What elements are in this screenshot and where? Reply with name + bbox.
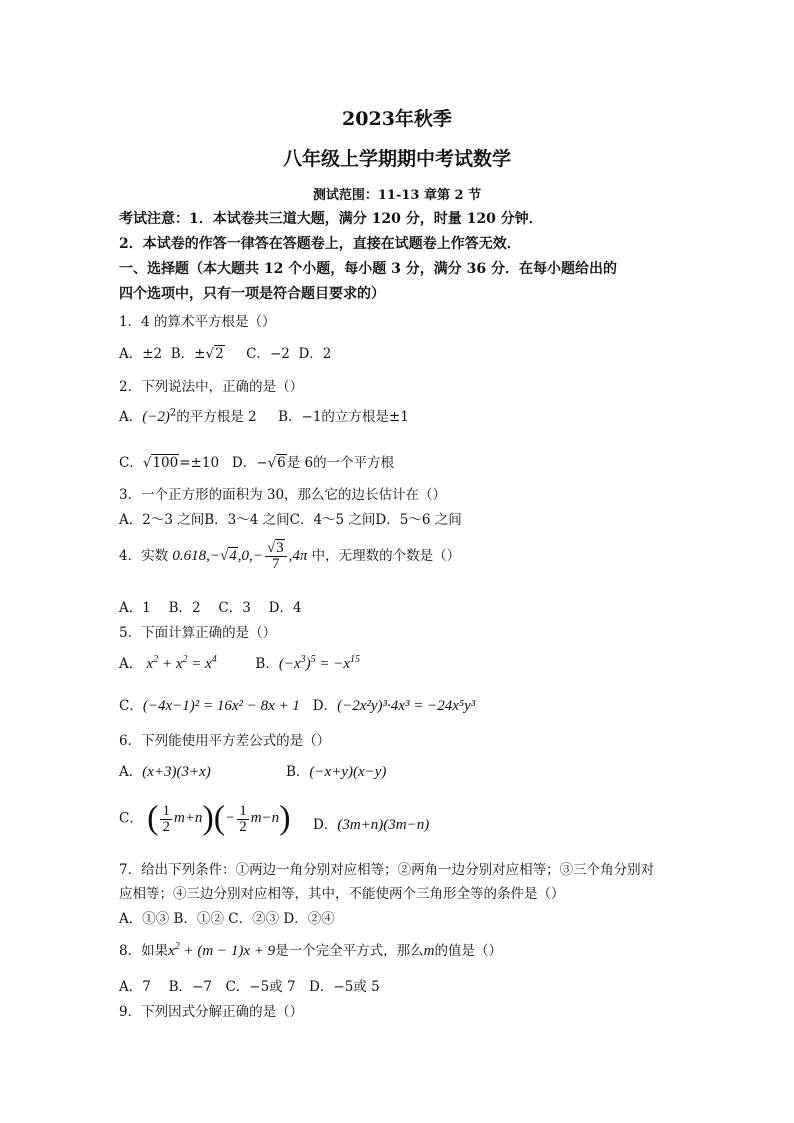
q8-stem: 8．如果$x^2 + (m - 1)x + 9$是一个完全平方式，那么m的值是（） (119, 941, 502, 959)
q4-stem: 4．实数 0.618,−√4,0,− $\frac{√3}{7}$ ,4π 中，无理数的个数是（） (119, 540, 461, 572)
q5-option-c: C．(−4x−1)² = 16x² − 8x + 1 (119, 698, 300, 714)
q1-option-d: D．2 (298, 346, 332, 362)
exam-title: 八年级上学期期中考试数学 (282, 148, 511, 170)
q4-options: A．1 B．2 C．3 D．4 (119, 600, 302, 616)
q3-stem: 3．一个正方形的面积为 30，那么它的边长估计在（） (119, 487, 447, 503)
q2-option-c: C．√100=±10 (119, 455, 220, 471)
q5-options-ab (119, 652, 360, 673)
q2-options-cd (119, 451, 394, 471)
section-heading-line-1: 一、选择题（本大题共 12 个小题，每小题 3 分，满分 36 分．在每小题给出的 (119, 261, 617, 277)
q4-number-list: 0.618,−√4,0,− $\frac{√3}{7}$ ,4π (172, 540, 308, 572)
q6-option-c: C． ( $\frac{1}{2}$ m+n)(− $\frac{1}{2}$ m−n) (119, 800, 291, 837)
q3-options: A．2～3 之间B．3～4 之间C．4～5 之间D．5～6 之间 (119, 512, 462, 528)
q2-options-ab (119, 405, 409, 426)
q5-stem: 5．下面计算正确的是（） (119, 625, 277, 641)
q1-option-a: A．±2 (119, 346, 163, 362)
q5-option-a: A． $x^2 + x^2 = x^4$ (119, 654, 217, 672)
q5-option-b: B．$(-x^3)^5 = -x^{15}$ (255, 654, 361, 672)
year-title: 2023年秋季 (342, 108, 452, 130)
q2-stem: 2．下列说法中，正确的是（） (119, 379, 304, 395)
q6-stem: 6．下列能使用平方差公式的是（） (119, 733, 331, 749)
q1-option-b: B．±√2 (170, 346, 224, 362)
q6-options-ab (119, 760, 211, 781)
exam-notes-line-2: 2．本试卷的作答一律答在答题卷上，直接在试题卷上作答无效． (119, 236, 521, 252)
test-scope: 测试范围：11-13 章第 2 节 (312, 188, 482, 203)
q2-option-a: A．$(-2)^2$的平方根是 2 (119, 407, 257, 425)
q8-options: A．7 B．−7 C．−5或 7 D．−5或 5 (119, 979, 380, 995)
exam-notes-line-1: 考试注意：1．本试卷共三道大题，满分 120 分，时量 120 分钟． (119, 211, 543, 227)
q1-stem: 1．4 的算术平方根是（） (119, 314, 276, 330)
section-heading-line-2: 四个选项中，只有一项是符合题目要求的） (119, 286, 385, 302)
q2-option-d: D．−√6是 6的一个平方根 (231, 455, 395, 471)
q7-stem-line-2: 应相等；④三边分别对应相等，其中，不能使两个三角形全等的条件是（） (119, 886, 565, 902)
q2-option-b: B．−1的立方根是±1 (278, 409, 409, 425)
q6-option-d: D．(3m+n)(3m−n) (313, 817, 430, 833)
q5-option-d: D．(−2x²y)³·4x³ = −24x⁵y³ (312, 698, 476, 714)
q7-stem-line-1: 7．给出下列条件：①两边一角分别对应相等；②两角一边分别对应相等；③三个角分别对 (119, 862, 655, 878)
q5-options-cd (119, 694, 475, 715)
q6-option-b: B．(−x+y)(x−y) (286, 764, 387, 780)
q1-options (119, 342, 331, 362)
q7-options: A．①③ B．①② C．②③ D．②④ (119, 911, 335, 927)
q9-stem: 9．下列因式分解正确的是（） (119, 1004, 304, 1020)
q6-option-a: A．(x+3)(3+x) (119, 764, 211, 780)
q1-option-c: C．−2 (246, 346, 290, 362)
